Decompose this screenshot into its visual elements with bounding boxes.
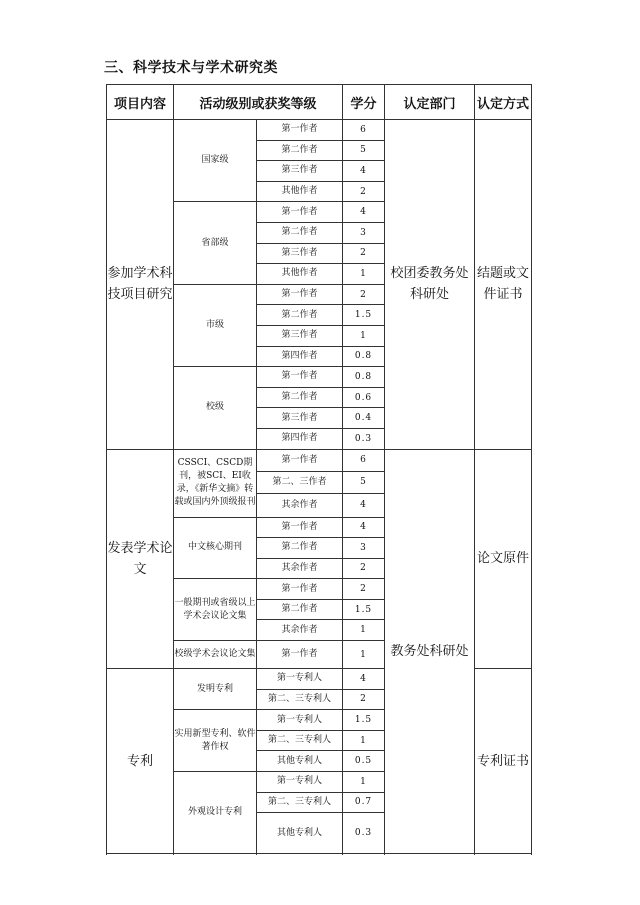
points-cell: 2 (343, 243, 385, 264)
role-cell: 第一专利人 (257, 710, 343, 731)
points-cell: 1 (343, 620, 385, 641)
role-cell: 其他作者 (257, 181, 343, 202)
level-core-journals: 中文核心期刊 (174, 517, 257, 579)
points-cell: 2 (343, 689, 385, 710)
role-cell: 其他专利人 (257, 751, 343, 772)
role-cell: 第二作者 (257, 305, 343, 326)
role-cell: 第一专利人 (257, 669, 343, 690)
role-cell: 第三作者 (257, 408, 343, 429)
papers-item: 发表学术论文 (107, 449, 174, 669)
points-cell: 1 (343, 772, 385, 793)
header-level: 活动级别或获奖等级 (174, 85, 343, 120)
patents-method: 专利证书 (475, 669, 532, 854)
role-cell: 第二作者 (257, 222, 343, 243)
points-cell: 6 (343, 449, 385, 471)
points-cell: 0.8 (343, 346, 385, 367)
section-title: 三、科学技术与学术研究类 (104, 60, 278, 76)
points-cell: 0.5 (343, 751, 385, 772)
role-cell: 第一作者 (257, 120, 343, 141)
level-general-journals: 一般期刊或省级以上学术会议论文集 (174, 579, 257, 641)
role-cell: 第二作者 (257, 140, 343, 161)
points-cell: 0.6 (343, 387, 385, 408)
patents-item: 专利 (107, 669, 174, 854)
points-cell: 1 (343, 264, 385, 285)
points-cell: 4 (343, 161, 385, 182)
points-cell: 4 (343, 493, 385, 517)
role-cell: 第二、三专利人 (257, 730, 343, 751)
role-cell: 第三作者 (257, 161, 343, 182)
role-cell: 第四作者 (257, 428, 343, 449)
level-national: 国家级 (174, 120, 257, 202)
points-cell: 3 (343, 538, 385, 559)
table-row (107, 449, 532, 471)
points-cell: 1.5 (343, 305, 385, 326)
points-cell: 3 (343, 222, 385, 243)
header-dept: 认定部门 (385, 85, 475, 120)
points-cell: 4 (343, 202, 385, 223)
role-cell: 第一作者 (257, 367, 343, 388)
table-row (107, 120, 532, 141)
role-cell: 其余作者 (257, 620, 343, 641)
level-school: 校级 (174, 367, 257, 449)
level-provincial: 省部级 (174, 202, 257, 284)
role-cell: 第二作者 (257, 599, 343, 620)
role-cell: 第二作者 (257, 387, 343, 408)
level-city: 市级 (174, 284, 257, 366)
papers-method: 论文原件 (475, 449, 532, 669)
points-cell: 1.5 (343, 710, 385, 731)
header-row (107, 85, 532, 120)
level-top-journals: CSSCI、CSCD期刊，被SCI、EI收录，《新华文摘》转载或国内外顶级报刊 (174, 449, 257, 517)
points-cell: 2 (343, 579, 385, 600)
research-item: 参加学术科技项目研究 (107, 120, 174, 450)
role-cell: 其余作者 (257, 493, 343, 517)
role-cell: 第一作者 (257, 579, 343, 600)
role-cell: 第一专利人 (257, 772, 343, 793)
points-cell: 1 (343, 641, 385, 669)
credit-table (106, 84, 532, 854)
points-cell: 0.4 (343, 408, 385, 429)
points-cell: 2 (343, 181, 385, 202)
points-cell: 6 (343, 120, 385, 141)
points-cell: 0.3 (343, 428, 385, 449)
points-cell: 4 (343, 669, 385, 690)
role-cell: 其他专利人 (257, 813, 343, 854)
role-cell: 第三作者 (257, 243, 343, 264)
role-cell: 第一作者 (257, 449, 343, 471)
points-cell: 5 (343, 140, 385, 161)
role-cell: 第一作者 (257, 517, 343, 538)
level-invention: 发明专利 (174, 669, 257, 710)
points-cell: 1.5 (343, 599, 385, 620)
role-cell: 第二、三专利人 (257, 792, 343, 813)
header-points: 学分 (343, 85, 385, 120)
level-utility: 实用新型专利、软件著作权 (174, 710, 257, 772)
points-cell: 5 (343, 471, 385, 493)
role-cell: 第二、三专利人 (257, 689, 343, 710)
role-cell: 其他作者 (257, 264, 343, 285)
role-cell: 第一作者 (257, 284, 343, 305)
header-item: 项目内容 (107, 85, 174, 120)
role-cell: 第四作者 (257, 346, 343, 367)
role-cell: 第三作者 (257, 325, 343, 346)
role-cell: 第二作者 (257, 538, 343, 559)
points-cell: 2 (343, 284, 385, 305)
points-cell: 0.3 (343, 813, 385, 854)
points-cell: 0.7 (343, 792, 385, 813)
points-cell: 4 (343, 517, 385, 538)
role-cell: 第一作者 (257, 641, 343, 669)
points-cell: 0.8 (343, 367, 385, 388)
research-dept: 校团委教务处科研处 (385, 120, 475, 450)
role-cell: 其余作者 (257, 558, 343, 579)
role-cell: 第二、三作者 (257, 471, 343, 493)
points-cell: 2 (343, 558, 385, 579)
research-method: 结题或文件证书 (475, 120, 532, 450)
level-design: 外观设计专利 (174, 772, 257, 854)
level-school-conference: 校级学术会议论文集 (174, 641, 257, 669)
role-cell: 第一作者 (257, 202, 343, 223)
header-method: 认定方式 (475, 85, 532, 120)
points-cell: 1 (343, 325, 385, 346)
points-cell: 1 (343, 730, 385, 751)
papers-patents-dept: 教务处科研处 (385, 449, 475, 854)
